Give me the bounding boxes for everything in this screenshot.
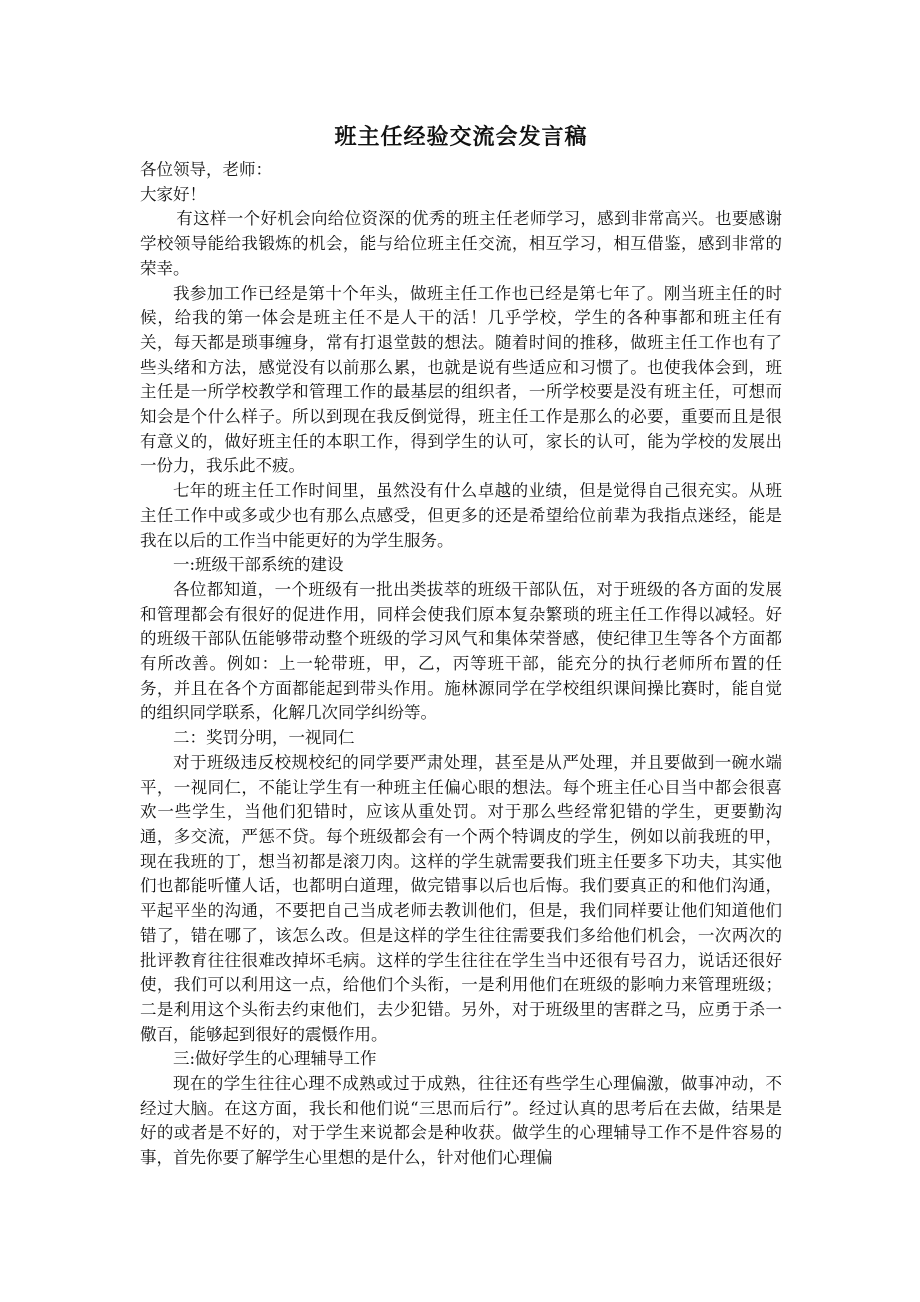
intro-paragraph-2: 我参加工作已经是第十个年头，做班主任工作也已经是第七年了。刚当班主任的时候，给我的第一体会是班主任不是人干的活！几乎学校，学生的各种事都和班主任有关，每天都是琐事缠身，常有打退堂鼓的想法。随着时间的推移，做班主任工作也有了些头绪和方法，感觉没有以前那么累，也就是说有些适应和习惯了。也使我体会到，班主任是一所学校教学和管理工作的最基层的组织者，一所学校要是没有班主任，可想而知会是个什么样子。所以到现在我反倒觉得，班主任工作是那么的必要，重要而且是很有意义的，做好班主任的本职工作，得到学生的认可，家长的认可，能为学校的发展出一份力，我乐此不疲。 — [140, 283, 782, 476]
salutation: 各位领导，老师： — [140, 160, 272, 179]
section-1-heading: 一:班级干部系统的建设 — [173, 555, 344, 575]
intro-paragraph-3: 七年的班主任工作时间里，虽然没有什么卓越的业绩，但是觉得自己很充实。从班主任工作中或多或少也有那么点感受，但更多的还是希望给位前辈为我指点迷经，能是我在以后的工作当中能更好的为学生服务。 — [140, 481, 782, 550]
section-2-body: 对于班级违反校规校纪的同学要严肃处理，甚至是从严处理，并且要做到一碗水端平，一视同仁，不能让学生有一种班主任偏心眼的想法。每个班主任心目当中都会很喜欢一些学生，当他们犯错时，应该从重处罚。对于那么些经常犯错的学生，更要勤沟通，多交流，严惩不贷。每个班级都会有一个两个特调皮的学生，例如以前我班的甲，现在我班的丁，想当初都是滚刀肉。这样的学生就需要我们班主任要多下功夫，其实他们也都能听懂人话，也都明白道理，做完错事以后也后悔。我们要真正的和他们沟通，平起平坐的沟通，不要把自己当成老师去教训他们，但是，我们同样要让他们知道他们错了，错在哪了，该怎么改。但是这样的学生往往需要我们多给他们机会，一次两次的批评教育往往很难改掉坏毛病。这样的学生往往在学生当中还很有号召力，说话还很好使，我们可以利用这一点，给他们个头衔，一是利用他们在班级的影响力来管理班级；二是利用这个头衔去约束他们，去少犯错。另外，对于班级里的害群之马，应勇于杀一儆百，能够起到很好的震慑作用。 — [140, 752, 782, 1044]
section-1-body: 各位都知道，一个班级有一批出类拔萃的班级干部队伍，对于班级的各方面的发展和管理都会有很好的促进作用，同样会使我们原本复杂繁琐的班主任工作得以减轻。好的班级干部队伍能够带动整个班级的学习风气和集体荣誉感，使纪律卫生等各个方面都有所改善。例如：上一轮带班，甲，乙，丙等班干部，能充分的执行老师所布置的任务，并且在各个方面都能起到带头作用。施林源同学在学校组织课间操比赛时，能自觉的组织同学联系，化解几次同学纠纷等。 — [140, 579, 782, 723]
document-title: 班主任经验交流会发言稿 — [334, 125, 588, 150]
section-2-heading: 二：奖罚分明，一视同仁 — [173, 728, 355, 748]
intro-paragraph-1: 有这样一个好机会向给位资深的优秀的班主任老师学习，感到非常高兴。也要感谢学校领导能给我锻炼的机会，能与给位班主任交流，相互学习，相互借鉴，感到非常的荣幸。 — [140, 209, 782, 278]
section-3-heading: 三:做好学生的心理辅导工作 — [173, 1049, 377, 1069]
section-3-body: 现在的学生往往心理不成熟或过于成熟，往往还有些学生心理偏激，做事冲动，不经过大脑。在这方面，我长和他们说“三思而后行”。经过认真的思考后在去做，结果是好的或者是不好的，对于学生来说都会是种收获。做学生的心理辅导工作不是件容易的事，首先你要了解学生心里想的是什么，针对他们心理偏 — [140, 1074, 782, 1168]
greeting: 大家好！ — [140, 184, 206, 204]
document-page — [140, 118, 782, 1171]
